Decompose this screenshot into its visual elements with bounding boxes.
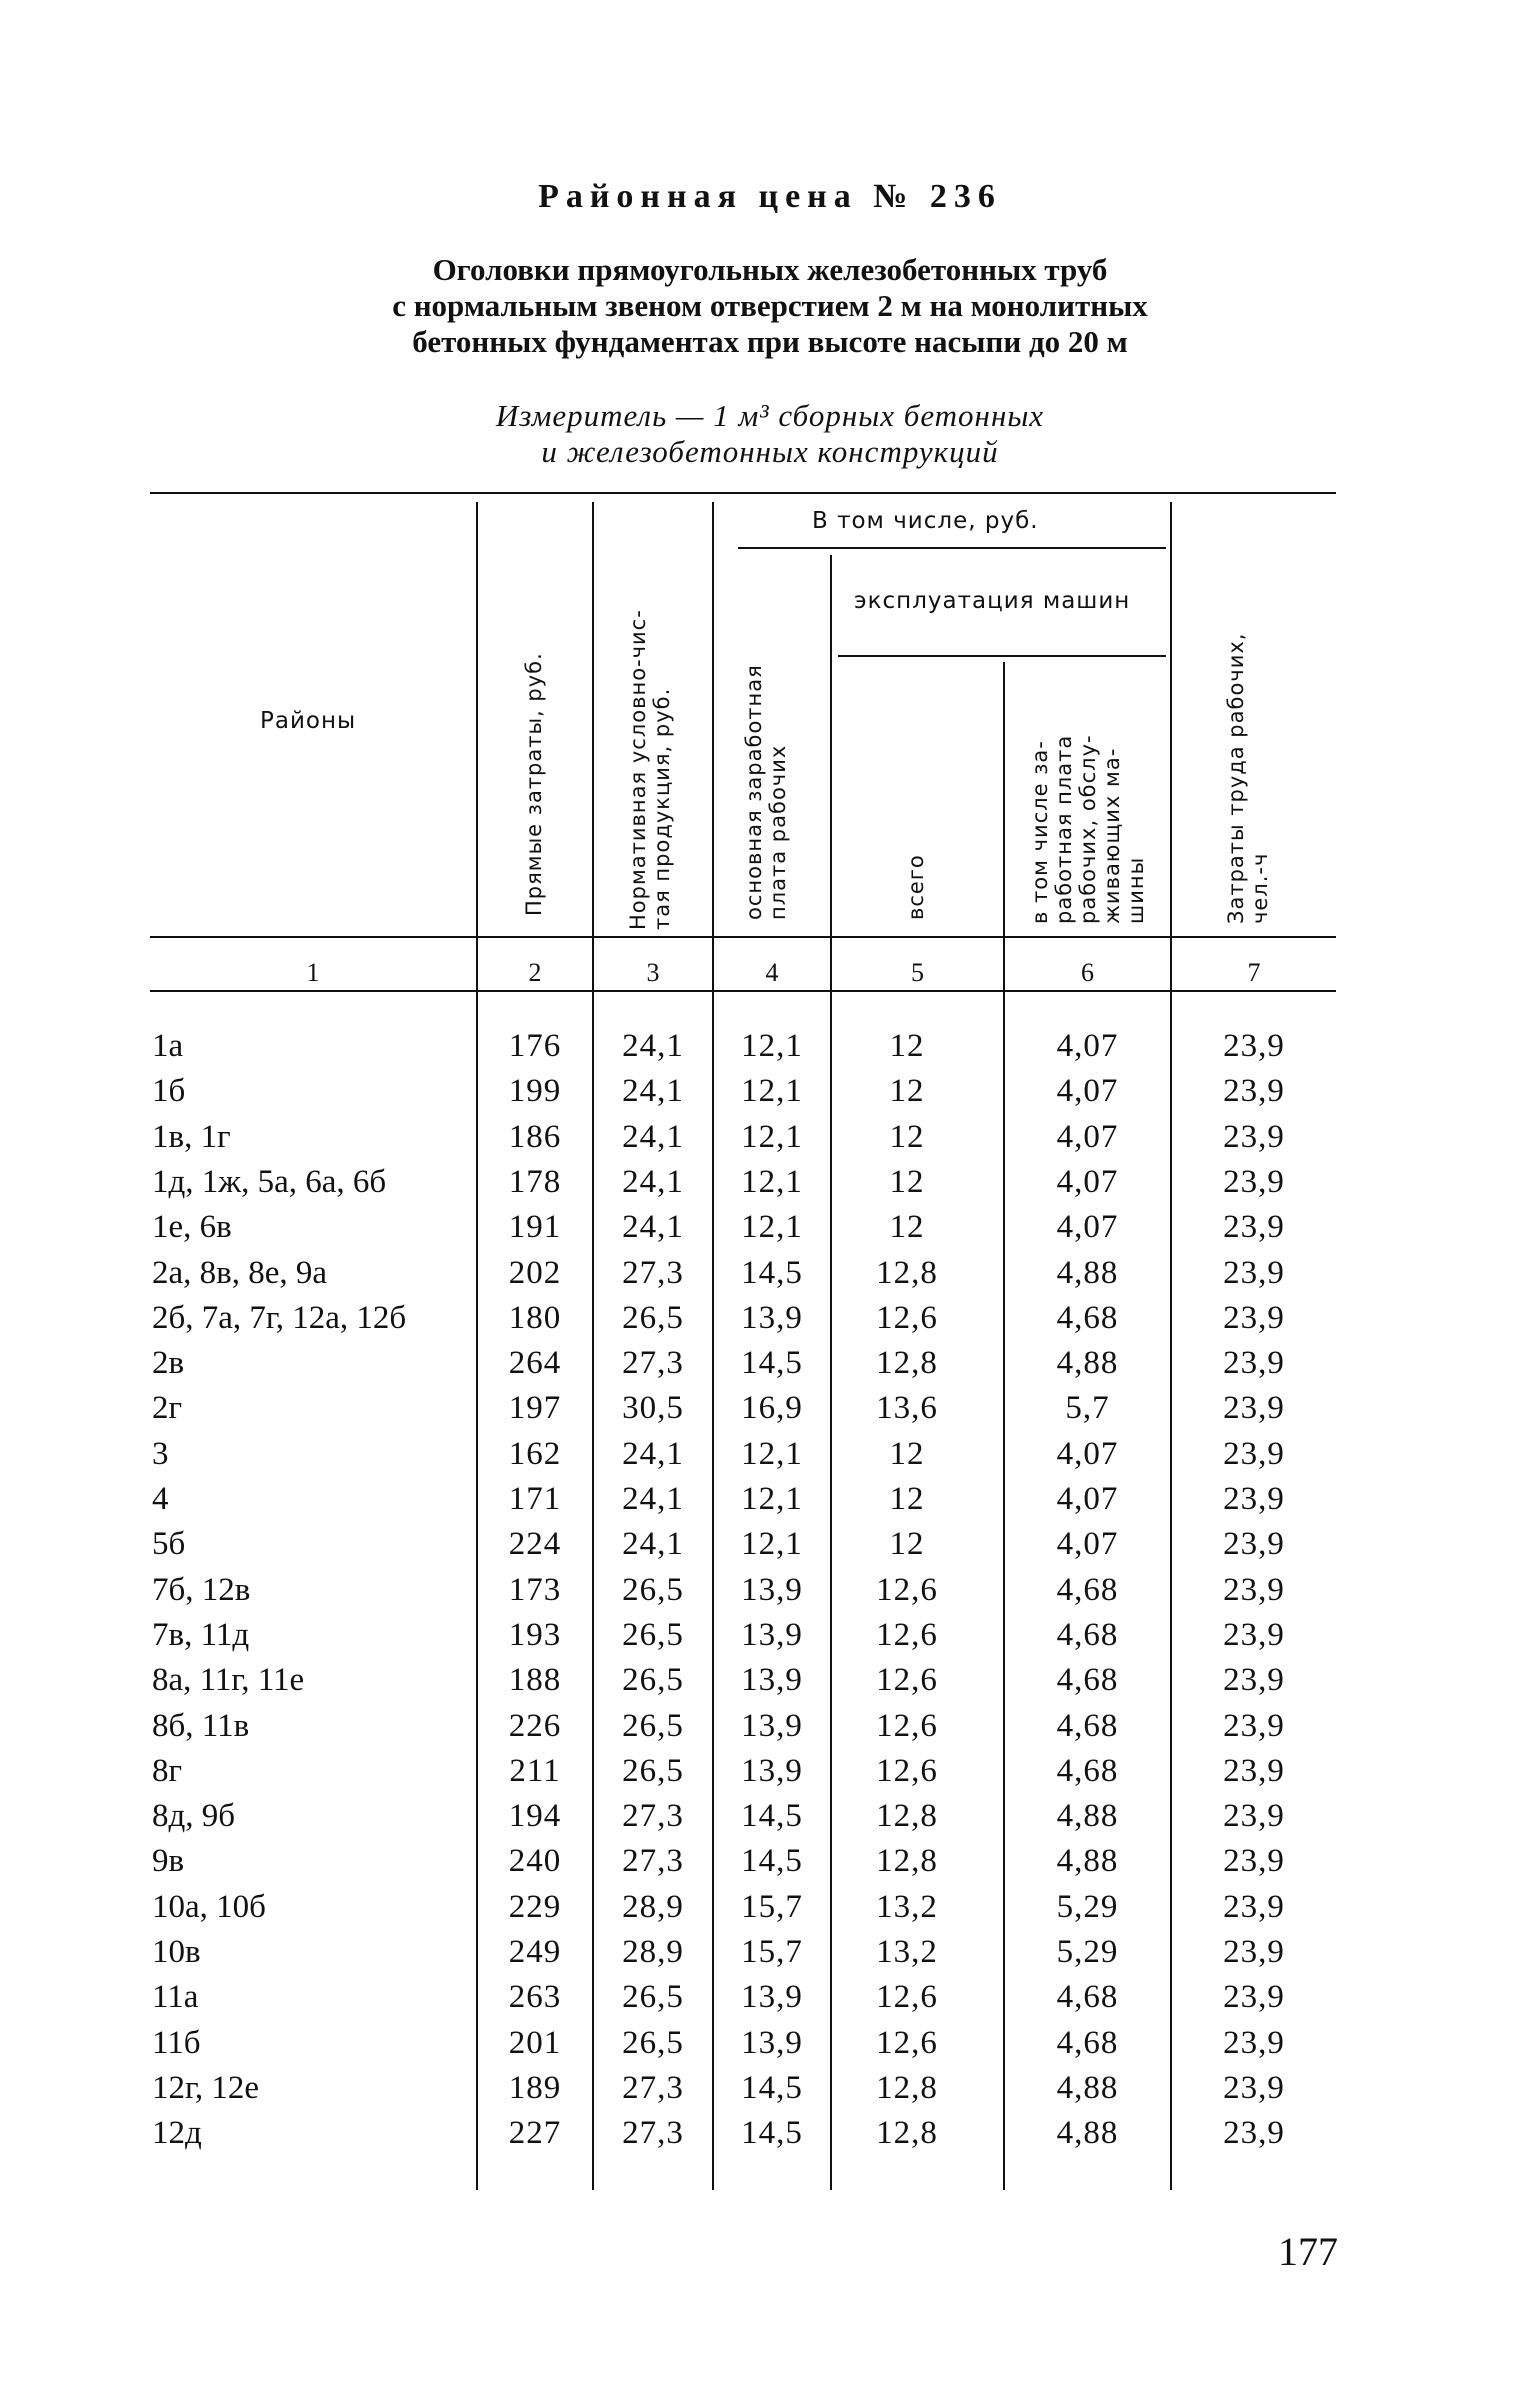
cell-total: 12,6 xyxy=(876,1571,938,1608)
table-row xyxy=(0,1300,1540,1345)
cell-total: 12,6 xyxy=(876,1707,938,1744)
cell-total: 12 xyxy=(889,1118,925,1155)
cell-labor: 23,9 xyxy=(1223,1798,1285,1835)
table-row xyxy=(0,2025,1540,2070)
cell-wage: 12,1 xyxy=(741,1526,803,1563)
cell-wage: 12,1 xyxy=(741,1163,803,1200)
cell-direct: 189 xyxy=(508,2069,562,2106)
cell-total: 12,8 xyxy=(876,2069,938,2106)
cell-incl: 4,07 xyxy=(1056,1481,1119,1517)
cell-direct: 263 xyxy=(508,1979,562,2016)
cell-normative: 24,1 xyxy=(622,1028,684,1064)
cell-wage: 14,5 xyxy=(741,2069,803,2106)
cell-region: 2г xyxy=(152,1390,183,1427)
page-heading: Районная цена № 236 xyxy=(538,178,1002,215)
table-row xyxy=(0,1073,1540,1118)
cell-normative: 26,5 xyxy=(622,1571,684,1608)
cell-total: 12,8 xyxy=(876,1843,938,1880)
table-row xyxy=(0,1209,1540,1254)
subtitle-line: с нормальным звеном отверстием 2 м на монолитных xyxy=(392,288,1148,323)
cell-normative: 27,3 xyxy=(622,2115,684,2152)
header-normative: Нормативная условно-чис- тая продукция, руб. xyxy=(626,609,674,930)
subtitle-line: бетонных фундаментах при высоте насыпи до 20 м xyxy=(412,324,1128,359)
cell-total: 12,8 xyxy=(876,1798,938,1835)
table-row xyxy=(0,1798,1540,1843)
cell-normative: 26,5 xyxy=(622,1707,684,1744)
cell-incl: 4,68 xyxy=(1056,1571,1119,1608)
cell-direct: 171 xyxy=(508,1481,562,1517)
cell-labor: 23,9 xyxy=(1223,1662,1285,1699)
table-row xyxy=(0,2115,1540,2160)
cell-wage: 13,9 xyxy=(741,1752,803,1789)
cell-normative: 27,3 xyxy=(622,1254,684,1291)
table-row xyxy=(0,1119,1540,1164)
cell-region: 7в, 11д xyxy=(152,1616,250,1653)
cell-incl: 4,07 xyxy=(1056,1209,1119,1246)
cell-normative: 26,5 xyxy=(622,1662,684,1699)
cell-region: 11а xyxy=(152,1979,199,2016)
table-row xyxy=(0,1436,1540,1481)
cell-incl: 4,68 xyxy=(1056,1299,1119,1336)
header-labor: Затраты труда рабочих, чел.-ч xyxy=(1224,632,1272,924)
cell-labor: 23,9 xyxy=(1223,1028,1285,1064)
cell-normative: 28,9 xyxy=(622,1888,684,1925)
cell-region: 5б xyxy=(152,1526,186,1563)
table-row xyxy=(0,1390,1540,1435)
cell-labor: 23,9 xyxy=(1223,1843,1285,1880)
table-row xyxy=(0,1889,1540,1934)
col-number: 1 xyxy=(306,958,320,987)
cell-wage: 13,9 xyxy=(741,1662,803,1699)
cell-region: 8д, 9б xyxy=(152,1798,236,1835)
cell-incl: 4,88 xyxy=(1056,1345,1119,1382)
cell-incl: 4,07 xyxy=(1056,1118,1119,1155)
cell-region: 8г xyxy=(152,1752,183,1789)
cell-labor: 23,9 xyxy=(1223,1888,1285,1925)
cell-wage: 13,9 xyxy=(741,1979,803,2016)
cell-incl: 5,29 xyxy=(1056,1934,1119,1970)
cell-region: 9в xyxy=(152,1843,185,1880)
header-machines: эксплуатация машин xyxy=(854,588,1131,614)
cell-wage: 16,9 xyxy=(741,1390,803,1427)
cell-incl: 4,68 xyxy=(1056,1616,1119,1653)
cell-direct: 173 xyxy=(508,1571,562,1608)
cell-region: 10а, 10б xyxy=(152,1888,266,1925)
cell-total: 12 xyxy=(889,1163,925,1200)
cell-wage: 13,9 xyxy=(741,1616,803,1653)
cell-region: 12г, 12е xyxy=(152,2069,259,2106)
cell-direct: 226 xyxy=(508,1707,562,1744)
cell-wage: 14,5 xyxy=(741,1843,803,1880)
table-row xyxy=(0,1572,1540,1617)
cell-region: 12д xyxy=(152,2115,202,2152)
table-row xyxy=(0,1526,1540,1571)
table-row xyxy=(0,1934,1540,1979)
cell-total: 12 xyxy=(889,1073,925,1110)
cell-wage: 12,1 xyxy=(741,1481,803,1517)
cell-normative: 24,1 xyxy=(622,1209,684,1246)
cell-normative: 26,5 xyxy=(622,1616,684,1653)
cell-incl: 4,68 xyxy=(1056,1707,1119,1744)
table-row xyxy=(0,1481,1540,1526)
cell-total: 12 xyxy=(889,1481,925,1517)
cell-direct: 188 xyxy=(508,1662,562,1699)
cell-direct: 211 xyxy=(509,1752,561,1789)
cell-direct: 197 xyxy=(508,1390,562,1427)
cell-normative: 24,1 xyxy=(622,1163,684,1200)
cell-direct: 202 xyxy=(508,1254,562,1291)
cell-incl: 4,68 xyxy=(1056,1979,1119,2016)
col-number: 7 xyxy=(1247,958,1261,987)
header-base-wage: основная заработная плата рабочих xyxy=(742,664,790,920)
cell-incl: 5,29 xyxy=(1056,1888,1119,1925)
cell-normative: 24,1 xyxy=(622,1435,684,1472)
cell-labor: 23,9 xyxy=(1223,1752,1285,1789)
cell-direct: 186 xyxy=(508,1118,562,1155)
subtitle-line: Оголовки прямоугольных железобетонных труб xyxy=(432,252,1108,287)
measure-line: Измеритель — 1 м³ сборных бетонных xyxy=(495,398,1045,433)
cell-labor: 23,9 xyxy=(1223,1073,1285,1110)
cell-labor: 23,9 xyxy=(1223,1979,1285,2016)
cell-total: 12 xyxy=(889,1526,925,1563)
cell-wage: 12,1 xyxy=(741,1028,803,1064)
cell-wage: 14,5 xyxy=(741,2115,803,2152)
cell-direct: 229 xyxy=(508,1888,562,1925)
table-row xyxy=(0,1843,1540,1888)
cell-region: 8а, 11г, 11е xyxy=(152,1662,305,1699)
cell-direct: 249 xyxy=(508,1934,562,1970)
cell-direct: 162 xyxy=(508,1435,562,1472)
cell-incl: 4,88 xyxy=(1056,2069,1119,2106)
header-total: всего xyxy=(904,854,928,920)
cell-total: 13,2 xyxy=(876,1888,938,1925)
cell-wage: 13,9 xyxy=(741,2024,803,2061)
cell-direct: 227 xyxy=(508,2115,562,2152)
header-incl-wage: в том числе за- работная плата рабочих, обслу- живающих ма- шины xyxy=(1028,734,1148,924)
table-row xyxy=(0,1255,1540,1300)
cell-labor: 23,9 xyxy=(1223,1118,1285,1155)
header-bottom-rule xyxy=(150,936,1336,938)
cell-total: 12 xyxy=(889,1209,925,1246)
cell-labor: 23,9 xyxy=(1223,1435,1285,1472)
cell-region: 8б, 11в xyxy=(152,1707,250,1744)
cell-incl: 4,88 xyxy=(1056,1843,1119,1880)
cell-total: 12,8 xyxy=(876,1345,938,1382)
cell-labor: 23,9 xyxy=(1223,1481,1285,1517)
header-direct-costs: Прямые затраты, руб. xyxy=(522,652,546,916)
cell-normative: 26,5 xyxy=(622,2024,684,2061)
cell-direct: 264 xyxy=(508,1345,562,1382)
cell-total: 12 xyxy=(889,1028,925,1064)
cell-normative: 30,5 xyxy=(622,1390,684,1427)
cell-normative: 24,1 xyxy=(622,1073,684,1110)
cell-normative: 28,9 xyxy=(622,1934,684,1970)
col-number: 6 xyxy=(1081,958,1094,987)
cell-incl: 4,07 xyxy=(1056,1435,1119,1472)
cell-region: 2б, 7а, 7г, 12а, 12б xyxy=(152,1299,407,1336)
cell-wage: 12,1 xyxy=(741,1435,803,1472)
table-row xyxy=(0,1662,1540,1707)
cell-region: 10в xyxy=(152,1934,201,1970)
header-regions: Районы xyxy=(260,708,357,734)
cell-incl: 4,68 xyxy=(1056,2024,1119,2061)
table-top-rule xyxy=(150,492,1336,494)
cell-direct: 193 xyxy=(508,1616,562,1653)
colnum-bottom-rule xyxy=(150,990,1336,992)
cell-labor: 23,9 xyxy=(1223,1209,1285,1246)
cell-wage: 12,1 xyxy=(741,1209,803,1246)
cell-direct: 201 xyxy=(508,2024,562,2061)
cell-labor: 23,9 xyxy=(1223,1571,1285,1608)
cell-normative: 27,3 xyxy=(622,1843,684,1880)
table-row xyxy=(0,1617,1540,1662)
cell-labor: 23,9 xyxy=(1223,1526,1285,1563)
cell-normative: 27,3 xyxy=(622,1345,684,1382)
cell-incl: 4,68 xyxy=(1056,1752,1119,1789)
cell-incl: 5,7 xyxy=(1065,1390,1110,1427)
cell-labor: 23,9 xyxy=(1223,2115,1285,2152)
cell-labor: 23,9 xyxy=(1223,1163,1285,1200)
cell-incl: 4,07 xyxy=(1056,1073,1119,1110)
cell-direct: 178 xyxy=(508,1163,562,1200)
cell-direct: 176 xyxy=(508,1028,562,1064)
cell-total: 12,8 xyxy=(876,1254,938,1291)
machines-rule xyxy=(838,655,1166,657)
cell-normative: 26,5 xyxy=(622,1752,684,1789)
table-row xyxy=(0,1164,1540,1209)
cell-direct: 224 xyxy=(508,1526,562,1563)
incl-rule xyxy=(738,547,1166,549)
cell-total: 12 xyxy=(889,1435,925,1472)
cell-incl: 4,88 xyxy=(1056,2115,1119,2152)
cell-direct: 240 xyxy=(508,1843,562,1880)
table-row xyxy=(0,1028,1540,1073)
cell-incl: 4,07 xyxy=(1056,1163,1119,1200)
cell-region: 1д, 1ж, 5а, 6а, 6б xyxy=(152,1163,387,1200)
measure-line: и железобетонных конструкций xyxy=(541,434,999,469)
cell-region: 2а, 8в, 8е, 9а xyxy=(152,1254,328,1291)
header-incl-rub: В том числе, руб. xyxy=(812,508,1039,534)
cell-normative: 24,1 xyxy=(622,1526,684,1563)
col-number: 4 xyxy=(765,958,779,987)
page-number: 177 xyxy=(1278,2229,1338,2274)
cell-total: 12,6 xyxy=(876,1752,938,1789)
table-row xyxy=(0,1979,1540,2024)
cell-wage: 13,9 xyxy=(741,1571,803,1608)
cell-region: 2в xyxy=(152,1345,185,1382)
cell-incl: 4,07 xyxy=(1056,1526,1119,1563)
cell-direct: 199 xyxy=(508,1073,562,1110)
cell-labor: 23,9 xyxy=(1223,2024,1285,2061)
cell-wage: 15,7 xyxy=(741,1888,803,1925)
cell-wage: 13,9 xyxy=(741,1299,803,1336)
cell-total: 13,6 xyxy=(876,1390,938,1427)
cell-labor: 23,9 xyxy=(1223,1707,1285,1744)
cell-region: 1е, 6в xyxy=(152,1209,232,1246)
cell-labor: 23,9 xyxy=(1223,1254,1285,1291)
cell-normative: 27,3 xyxy=(622,2069,684,2106)
table-row xyxy=(0,1753,1540,1798)
cell-region: 3 xyxy=(152,1435,169,1472)
table-row xyxy=(0,1345,1540,1390)
table-row xyxy=(0,2070,1540,2115)
cell-total: 12,8 xyxy=(876,2115,938,2152)
col-number: 5 xyxy=(911,958,924,987)
col-number: 2 xyxy=(528,958,542,987)
cell-wage: 14,5 xyxy=(741,1345,803,1382)
cell-region: 1а xyxy=(152,1028,184,1064)
cell-normative: 24,1 xyxy=(622,1481,684,1517)
cell-wage: 15,7 xyxy=(741,1934,803,1970)
cell-labor: 23,9 xyxy=(1223,1299,1285,1336)
cell-normative: 26,5 xyxy=(622,1979,684,2016)
cell-region: 11б xyxy=(152,2024,201,2061)
cell-normative: 27,3 xyxy=(622,1798,684,1835)
cell-wage: 14,5 xyxy=(741,1254,803,1291)
cell-direct: 194 xyxy=(508,1798,562,1835)
cell-incl: 4,68 xyxy=(1056,1662,1119,1699)
cell-total: 12,6 xyxy=(876,1662,938,1699)
cell-labor: 23,9 xyxy=(1223,1390,1285,1427)
col-number: 3 xyxy=(646,958,660,987)
cell-wage: 12,1 xyxy=(741,1118,803,1155)
subtitle xyxy=(0,252,1540,360)
cell-wage: 14,5 xyxy=(741,1798,803,1835)
cell-direct: 180 xyxy=(508,1299,562,1336)
cell-incl: 4,88 xyxy=(1056,1798,1119,1835)
cell-labor: 23,9 xyxy=(1223,1616,1285,1653)
cell-region: 1в, 1г xyxy=(152,1118,231,1155)
cell-normative: 24,1 xyxy=(622,1118,684,1155)
cell-direct: 191 xyxy=(508,1209,562,1246)
table-row xyxy=(0,1708,1540,1753)
cell-incl: 4,88 xyxy=(1056,1254,1119,1291)
cell-total: 12,6 xyxy=(876,1979,938,2016)
cell-labor: 23,9 xyxy=(1223,1934,1285,1970)
cell-normative: 26,5 xyxy=(622,1299,684,1336)
cell-total: 12,6 xyxy=(876,1616,938,1653)
cell-labor: 23,9 xyxy=(1223,2069,1285,2106)
cell-region: 7б, 12в xyxy=(152,1571,251,1608)
cell-region: 1б xyxy=(152,1073,186,1110)
cell-total: 12,6 xyxy=(876,1299,938,1336)
cell-wage: 13,9 xyxy=(741,1707,803,1744)
cell-wage: 12,1 xyxy=(741,1073,803,1110)
cell-labor: 23,9 xyxy=(1223,1345,1285,1382)
cell-total: 12,6 xyxy=(876,2024,938,2061)
cell-region: 4 xyxy=(152,1481,169,1517)
measure-unit xyxy=(0,398,1540,470)
cell-incl: 4,07 xyxy=(1056,1028,1119,1064)
cell-total: 13,2 xyxy=(876,1934,938,1970)
